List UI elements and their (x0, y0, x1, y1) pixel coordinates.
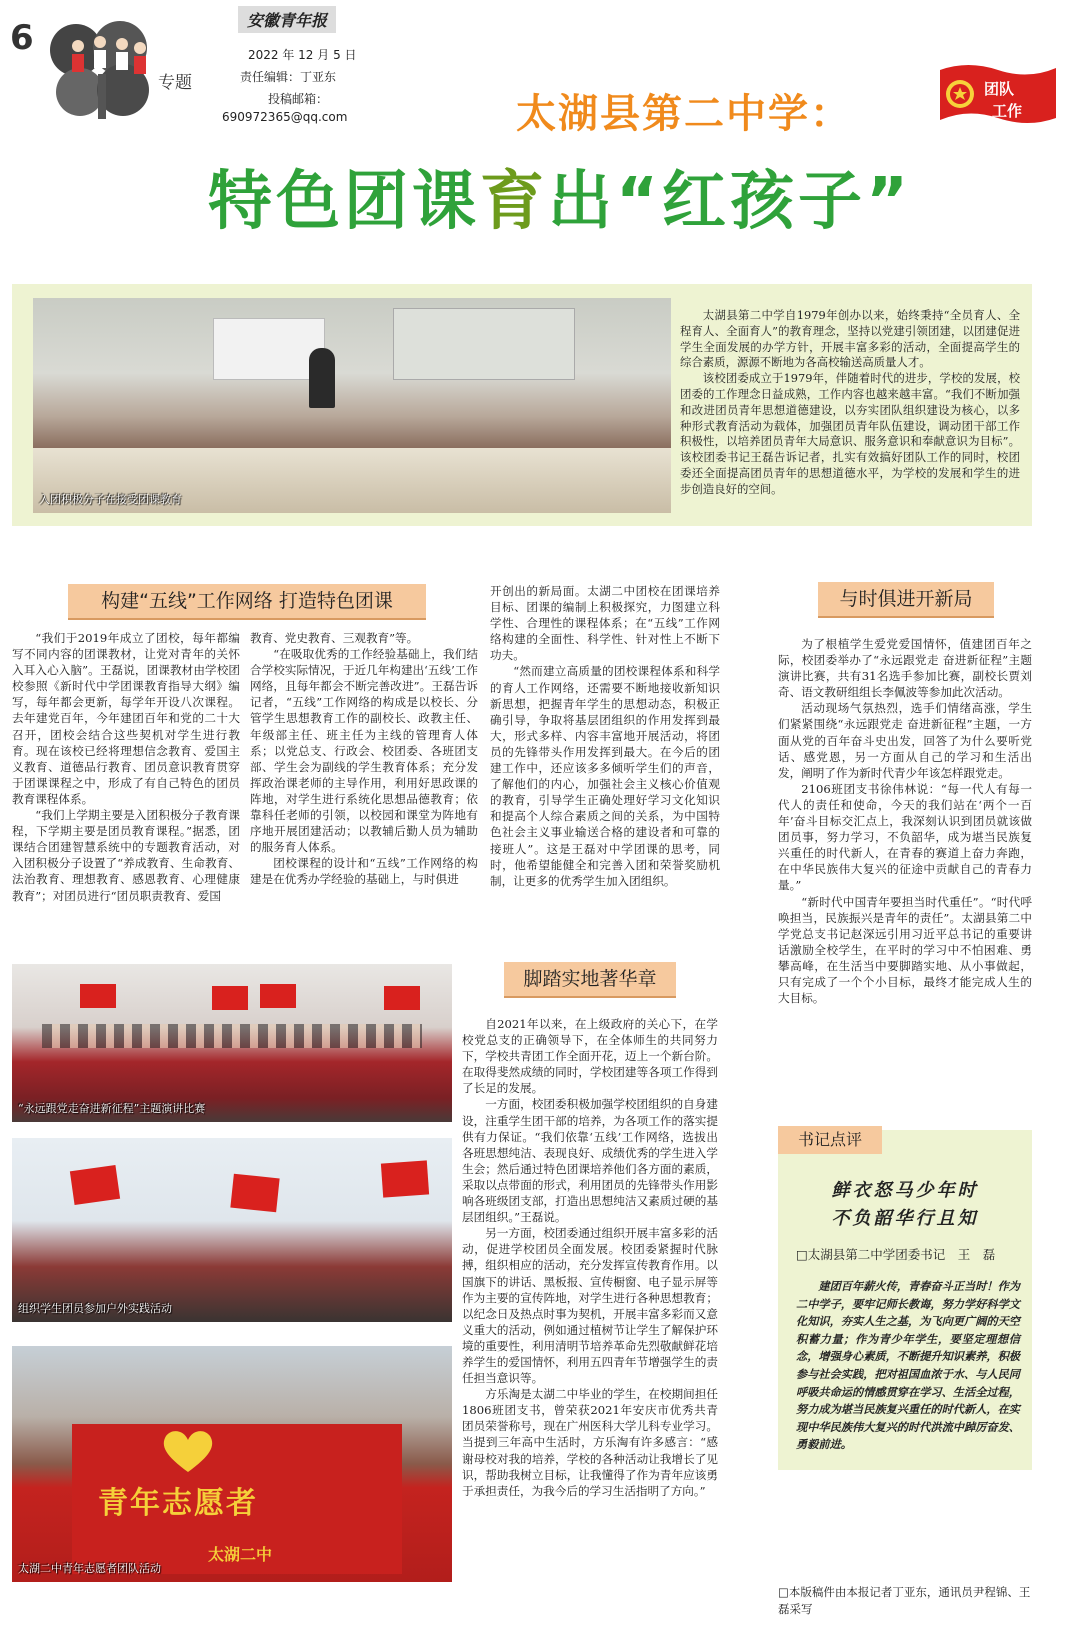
section2-paragraph: “新时代中国青年要担当时代重任”。“时代呼唤担当，民族振兴是青年的责任”。太湖县第二中学党总支书记赵深远引用习近平总书记的重要讲话激励全校学生，在平时的学习中不怕困难、勇攀高峰，在生活当中要脚踏实地、从小事做起，只有完成了一个个小目标，最终才能完成人生的大目标。 (778, 894, 1032, 1006)
section2-heading: 与时俱进开新局 (818, 582, 994, 618)
section2-text (778, 636, 1032, 1006)
section1-paragraph: “我们于2019年成立了团校，每年都编写不同内容的团课教材，让党对青年的关怀入耳入心入脑”。王磊说，团课教材由学校团校参照《新时代中学团课教育指导大纲》编写，每年都会更新，每学年开设八次课程。去年建党百年，今年建团百年和党的二十大召开，团校会结合这些契机对学生进行教育。现在该校已经将理想信念教育、爱国主义教育、道德品行教育、团员意识教育贯穿于团课课程之中，形成了有自己特色的团员教育课程体系。 (12, 631, 240, 806)
volunteer-photo (12, 1346, 452, 1582)
page-number: 6 (10, 18, 34, 58)
section1-paragraph: 开创出的新局面。太湖二中团校在团课培养目标、团课的编制上积极探究，力图建立科学性、合理性的课程体系；在“五线”工作网络构建的全面性、科学性、针对性上不断下功夫。 (490, 584, 720, 663)
intro-photo (33, 298, 671, 513)
headline-title (208, 150, 912, 242)
section3-paragraph: 一方面，校团委积极加强学校团组织的自身建设，注重学生团干部的培养，为各项工作的落实提供有力保证。“我们依靠‘五线’工作网络，选拔出各班思想纯洁、表现良好、成绩优秀的学生进入学生会；然后通过特色团课培养他们各方面的素质，采取以点带面的形式，利用团员的先锋带头作用影响各班级团支部，打造出思想纯洁又素质过硬的基层团组织。”王磊说。 (462, 1097, 718, 1225)
email-label: 投稿邮箱： (268, 92, 329, 106)
outdoor-activity-photo (12, 1138, 452, 1322)
footer-credit: □本版稿件由本报记者丁亚东，通讯员尹程锦、王磊采写 (778, 1585, 1031, 1616)
section3-paragraph: 方乐淘是太湖二中毕业的学生，在校期间担任1806班团支书，曾荣获2021年安庆市优秀共青团员荣誉称号，现在广州医科大学儿科专业学习。当提到三年高中生活时，方乐淘有许多感言：“感谢母校对我的培养，学校的各种活动让我增长了见识，帮助我树立目标，让我懂得了作为青年应该勇于承担责任，为我今后的学习生活指明了方向。” (462, 1387, 718, 1498)
clover-logo-icon (28, 14, 178, 124)
section3-heading: 脚踏实地著华章 (504, 962, 676, 998)
classroom-board (393, 308, 575, 380)
section1-col2 (250, 630, 478, 888)
paper-name: 安徽青年报 (238, 6, 336, 33)
section-label: 专题 (158, 73, 192, 93)
red-flag (212, 986, 248, 1010)
section3-paragraph: 自2021年以来，在上级政府的关心下，在学校党总支的正确领导下，在全体师生的共同努力下，学校共青团工作全面开花，迈上一个新台阶。在取得斐然成绩的同时，学校团建等各项工作得到了长足的发展。 (462, 1017, 718, 1096)
editor-line: 责任编辑：丁亚东 (240, 70, 337, 84)
intro-photo-caption: 入团积极分子在接受团课教育 (39, 493, 182, 506)
headline-title-part-c: 出“红孩子” (548, 165, 913, 239)
issue-date: 2022 年 12 月 5 日 (248, 48, 357, 62)
speech-contest-caption: “永远跟党走奋进新征程”主题演讲比赛 (18, 1102, 206, 1115)
badge-line1: 团队 (984, 80, 1015, 98)
section3-text (462, 1016, 718, 1499)
intro-paragraph: 太湖县第二中学自1979年创办以来，始终秉持“全员育人、全程育人、全面育人”的教育理念，坚持以党建引领团建，以团建促进学生全面发展的办学方针，开展丰富多彩的活动，全面提高学生的综合素质，源源不断地为各高校输送高质量人才。 (680, 308, 1020, 370)
banner-subtext: 太湖二中 (208, 1545, 273, 1564)
red-flag (384, 986, 420, 1010)
commentary-label: 书记点评 (778, 1126, 882, 1154)
section1-paragraph: 团校课程的设计和“五线”工作网络的构建是在优秀办学经验的基础上，与时俱进 (250, 856, 478, 887)
section1-paragraph: “在吸取优秀的工作经验基础上，我们结合学校实际情况，于近几年构建出‘五线’工作网络，且每年都会不断完善改进”。王磊告诉记者，“五线”工作网络的构成是以校长、分管学生思想教育工作的副校长、政教主任、年级部主任、班主任为主线的管理育人体系；以党总支、行政会、校团委、各班团支部、学生会为副线的学生教育体系；充分发挥政治课老师的主导作用，利用好思政课的阵地，对学生进行系统化思想品德教育；依靠科任老师的引领，以校园和课堂为阵地有序地开展团建活动；以教辅后勤人员为辅助的服务育人体系。 (250, 647, 478, 855)
red-flag (230, 1174, 279, 1213)
speech-contest-photo (12, 964, 452, 1122)
heart-hand-icon (160, 1428, 216, 1474)
section2-paragraph: 为了根植学生爱党爱国情怀，值建团百年之际，校团委举办了“永远跟党走 奋进新征程”主题演讲比赛，共有31名选手参加比赛，副校长贾刘奇、语文教研组组长李佩波等参加此次活动。 (778, 637, 1032, 700)
red-flag (70, 1165, 120, 1205)
red-flag (260, 984, 296, 1008)
commentary-paragraph: 建团百年薪火传，青春奋斗正当时！作为二中学子，要牢记师长教诲，努力学好科学文化知识，夯实人生之基，为飞向更广阔的天空积蓄力量；作为青少年学生，要坚定理想信念，增强身心素质，不断提升知识素养，积极参与社会实践，把对祖国血浓于水、与人民同呼吸共命运的情感贯穿在学习、生活全过程，努力成为堪当民族复兴重任的时代新人，在实现中华民族伟大复兴的时代洪流中踔厉奋发、勇毅前进。 (796, 1279, 1020, 1452)
section1-heading: 构建“五线”工作网络 打造特色团课 (68, 584, 426, 620)
section1-paragraph: “然而建立高质量的团校课程体系和科学的育人工作网络，还需要不断地接收新知识新思想，把握青年学生的思想动态，积极正确引导，争取将基层团组织的作用发挥到最大，形式多样、内容丰富地开展活动，将团员的先锋带头作用发挥到最大。在今后的团建工作中，还应该多多倾听学生们的声音，了解他们的内心，加强社会主义核心价值观的教育，引导学生正确处理好学习文化知识和提高个人综合素质之间的关系，为中国特色社会主义事业输送合格的建设者和可靠的接班人”。这是王磊对中学团课的思考，同时，他希望能健全和完善入团和荣誉奖励机制，让更多的优秀学生加入团组织。 (490, 664, 720, 888)
intro-paragraph: 该校团委成立于1979年，伴随着时代的进步，学校的发展，校团委的工作理念日益成熟，工作内容也越来越丰富。“我们不断加强和改进团员青年思想道德建设，以夯实团队组织建设为核心，以多种形式教育活动为载体，加强团员青年队伍建设，调动团干部工作积极性，以培养团员青年大局意识、服务意识和奉献意识为目标”。该校团委书记王磊告诉记者，扎实有效搞好团队工作的同时，校团委还全面提高团员青年的思想道德水平，为学校的发展和学生的进步创造良好的空间。 (680, 371, 1020, 496)
headline-kicker: 太湖县第二中学： (516, 91, 852, 137)
red-flag (381, 1160, 429, 1197)
volunteer-caption: 太湖二中青年志愿者团队活动 (18, 1562, 161, 1575)
commentary-text (796, 1278, 1020, 1454)
section1-col1 (12, 630, 240, 904)
section1-paragraph: 教育、党史教育、三观教育”等。 (250, 631, 419, 645)
red-flag (80, 984, 116, 1008)
commentary-title-line2: 不负韶华行且知 (831, 1208, 979, 1229)
section3-paragraph: 另一方面，校团委通过组织开展丰富多彩的活动，促进学校团员全面发展。校团委紧握时代脉搏，组织相应的活动，充分发挥宣传教育作用。以国旗下的讲话、黑板报、宣传橱窗、电子显示屏等作为主要的宣传阵地，对学生进行各种思想教育；以纪念日及热点时事为契机，开展丰富多彩而又意义重大的活动，例如通过植树节让学生了解保护环境的重要性，利用清明节培养革命先烈敬献鲜花培养学生的爱国情怀，利用五四青年节增强学生的责任担当意识等。 (462, 1226, 718, 1386)
section2-paragraph: 2106班团支书徐伟林说：“每一代人有每一代人的责任和使命，今天的我们站在‘两个一百年’奋斗目标交汇点上，我深刻认识到团员就该做团员事，努力学习，不负韶华，成为堪当民族复兴重任的时代新人，在青春的赛道上奋力奔跑，在中华民族伟大复兴的征途中贡献自己的青春力量。” (778, 781, 1032, 893)
section1-paragraph: “我们上学期主要是入团积极分子教育课程，下学期主要是团员教育课程。”据悉，团课结合团建智慧系统中的专题教育活动，对入团积极分子设置了“养成教育、生命教育、法治教育、理想教育、感恩教育、心理健康教育”；对团员进行“团员职责教育、爱国 (12, 808, 240, 903)
badge-line2: 工作 (992, 102, 1023, 120)
section2-paragraph: 活动现场气氛热烈，选手们情绪高涨，学生们紧紧围绕“永远跟党走 奋进新征程”主题，一方面从党的百年奋斗史出发，回答了为什么要听党话、感党恩，另一方面从自己的学习和生活出发，阐明了作为新时代青少年该怎样跟党走。 (778, 701, 1032, 780)
headline-title-part-a: 特色团课 (208, 165, 480, 239)
headline-title-part-b: 育 (480, 165, 548, 239)
teacher-figure (309, 348, 335, 408)
commentary-author: □太湖县第二中学团委书记 王 磊 (796, 1247, 996, 1262)
banner-text: 青年志愿者 (98, 1486, 258, 1521)
outdoor-activity-caption: 组织学生团员参加户外实践活动 (18, 1302, 172, 1315)
intro-text (680, 308, 1020, 498)
crowd-heads (42, 1024, 422, 1048)
commentary-title-line1: 鲜衣怒马少年时 (831, 1180, 979, 1201)
email-address: 690972365@qq.com (222, 110, 348, 124)
section1-col3 (490, 583, 720, 889)
